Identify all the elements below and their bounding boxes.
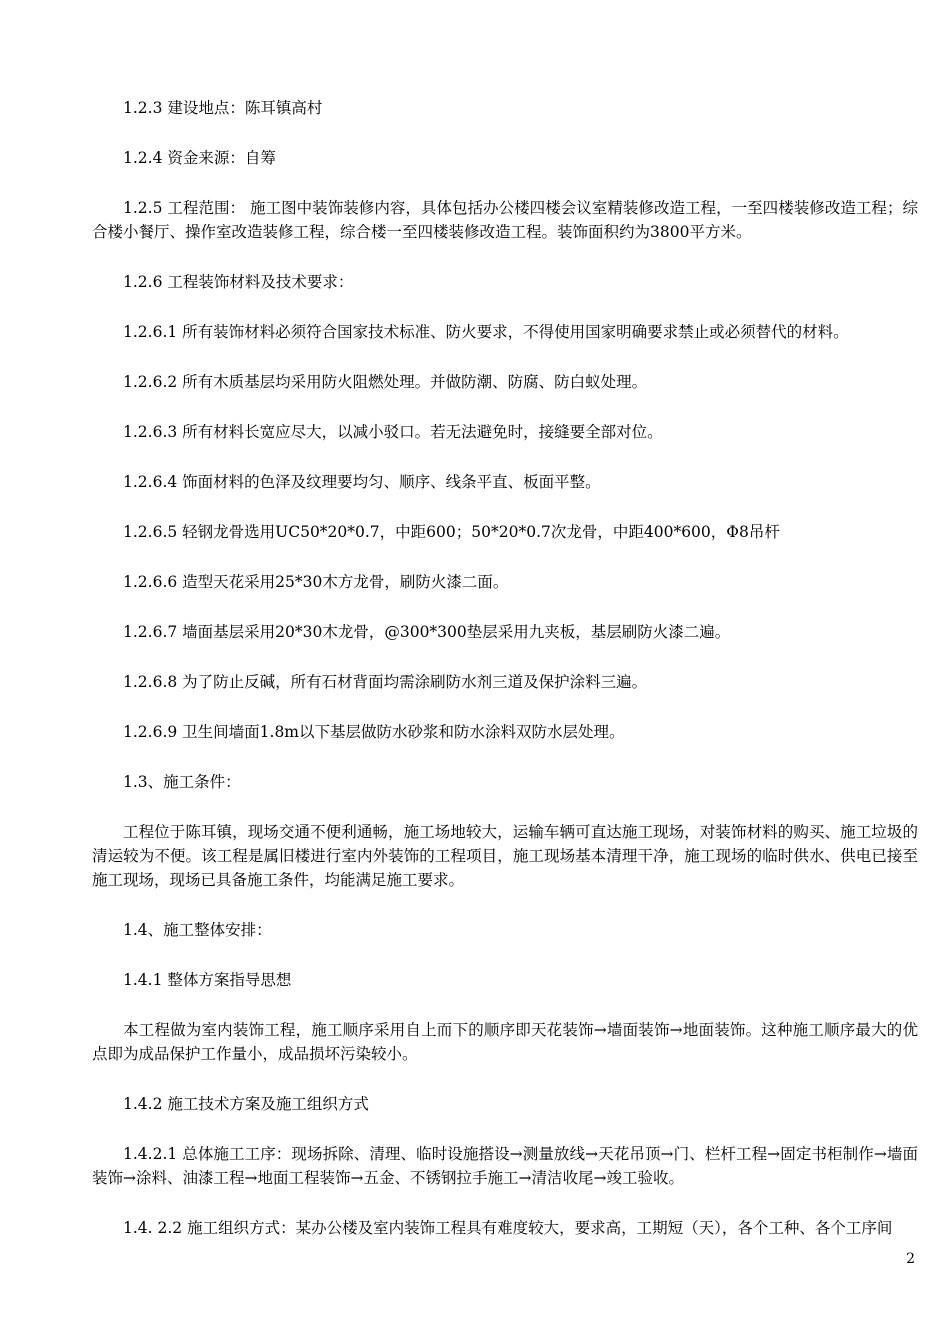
paragraph-1-2-6-3: 1.2.6.3 所有材料长宽应尽大，以减小驳口。若无法避免时，接缝要全部对位。	[123, 423, 663, 441]
paragraph-1-2-3: 1.2.3 建设地点：陈耳镇高村	[123, 99, 323, 117]
paragraph-1-2-6-6: 1.2.6.6 造型天花采用25*30木方龙骨，刷防火漆二面。	[123, 573, 509, 591]
paragraph-1-2-6-9: 1.2.6.9 卫生间墙面1.8m以下基层做防水砂浆和防水涂料双防水层处理。	[123, 723, 625, 741]
heading-1-4-1: 1.4.1 整体方案指导思想	[123, 971, 292, 989]
page-number: 2	[906, 1251, 915, 1267]
paragraph-1-2-6-7: 1.2.6.7 墙面基层采用20*30木龙骨，@300*300垫层采用九夹板，基层刷防火漆二遍。	[123, 623, 731, 641]
paragraph-1-4-2-2: 1.4. 2.2 施工组织方式：某办公楼及室内装饰工程具有难度较大，要求高，工期短（天），各个工种、各个工序间	[123, 1219, 893, 1237]
paragraph-guiding-idea: 本工程做为室内装饰工程，施工顺序采用自上而下的顺序即天花装饰→墙面装饰→地面装饰。这种施工顺序最大的优点即为成品保护工作量小，成品损坏污染较小。	[92, 1021, 918, 1063]
heading-1-4-2: 1.4.2 施工技术方案及施工组织方式	[123, 1095, 369, 1113]
paragraph-1-2-6-8: 1.2.6.8 为了防止反碱，所有石材背面均需涂刷防水剂三道及保护涂料三遍。	[123, 673, 648, 691]
heading-1-4: 1.4、施工整体安排：	[123, 921, 272, 939]
paragraph-1-2-4: 1.2.4 资金来源：自筹	[123, 149, 276, 167]
paragraph-1-2-6-2: 1.2.6.2 所有木质基层均采用防火阻燃处理。并做防潮、防腐、防白蚁处理。	[123, 373, 648, 391]
paragraph-1-2-6: 1.2.6 工程装饰材料及技术要求：	[123, 273, 354, 291]
paragraph-1-2-5: 1.2.5 工程范围： 施工图中装饰装修内容，具体包括办公楼四楼会议室精装修改造工程，一至四楼装修改造工程；综合楼小餐厅、操作室改造装修工程，综合楼一至四楼装修改造工程。装饰面积约为3800平方米。	[92, 199, 918, 241]
paragraph-1-2-6-5: 1.2.6.5 轻钢龙骨选用UC50*20*0.7，中距600；50*20*0.7次龙骨，中距400*600，Φ8吊杆	[123, 523, 780, 541]
heading-1-3: 1.3、施工条件：	[123, 773, 241, 791]
paragraph-1-2-6-1: 1.2.6.1 所有装饰材料必须符合国家技术标准、防火要求，不得使用国家明确要求禁止或必须替代的材料。	[123, 323, 849, 341]
paragraph-1-4-2-1: 1.4.2.1 总体施工工序：现场拆除、清理、临时设施搭设→测量放线→天花吊顶→门、栏杆工程→固定书柜制作→墙面装饰→涂料、油漆工程→地面工程装饰→五金、不锈钢拉手施工→清洁收尾→竣工验收。	[92, 1145, 918, 1187]
paragraph-1-2-6-4: 1.2.6.4 饰面材料的色泽及纹理要均匀、顺序、线条平直、板面平整。	[123, 473, 601, 491]
paragraph-site-conditions: 工程位于陈耳镇，现场交通不便利通畅，施工场地较大，运输车辆可直达施工现场，对装饰材料的购买、施工垃圾的清运较为不便。该工程是属旧楼进行室内外装饰的工程项目，施工现场基本清理干净，施工现场的临时供水、供电已接至施工现场，现场已具备施工条件，均能满足施工要求。	[92, 823, 918, 889]
